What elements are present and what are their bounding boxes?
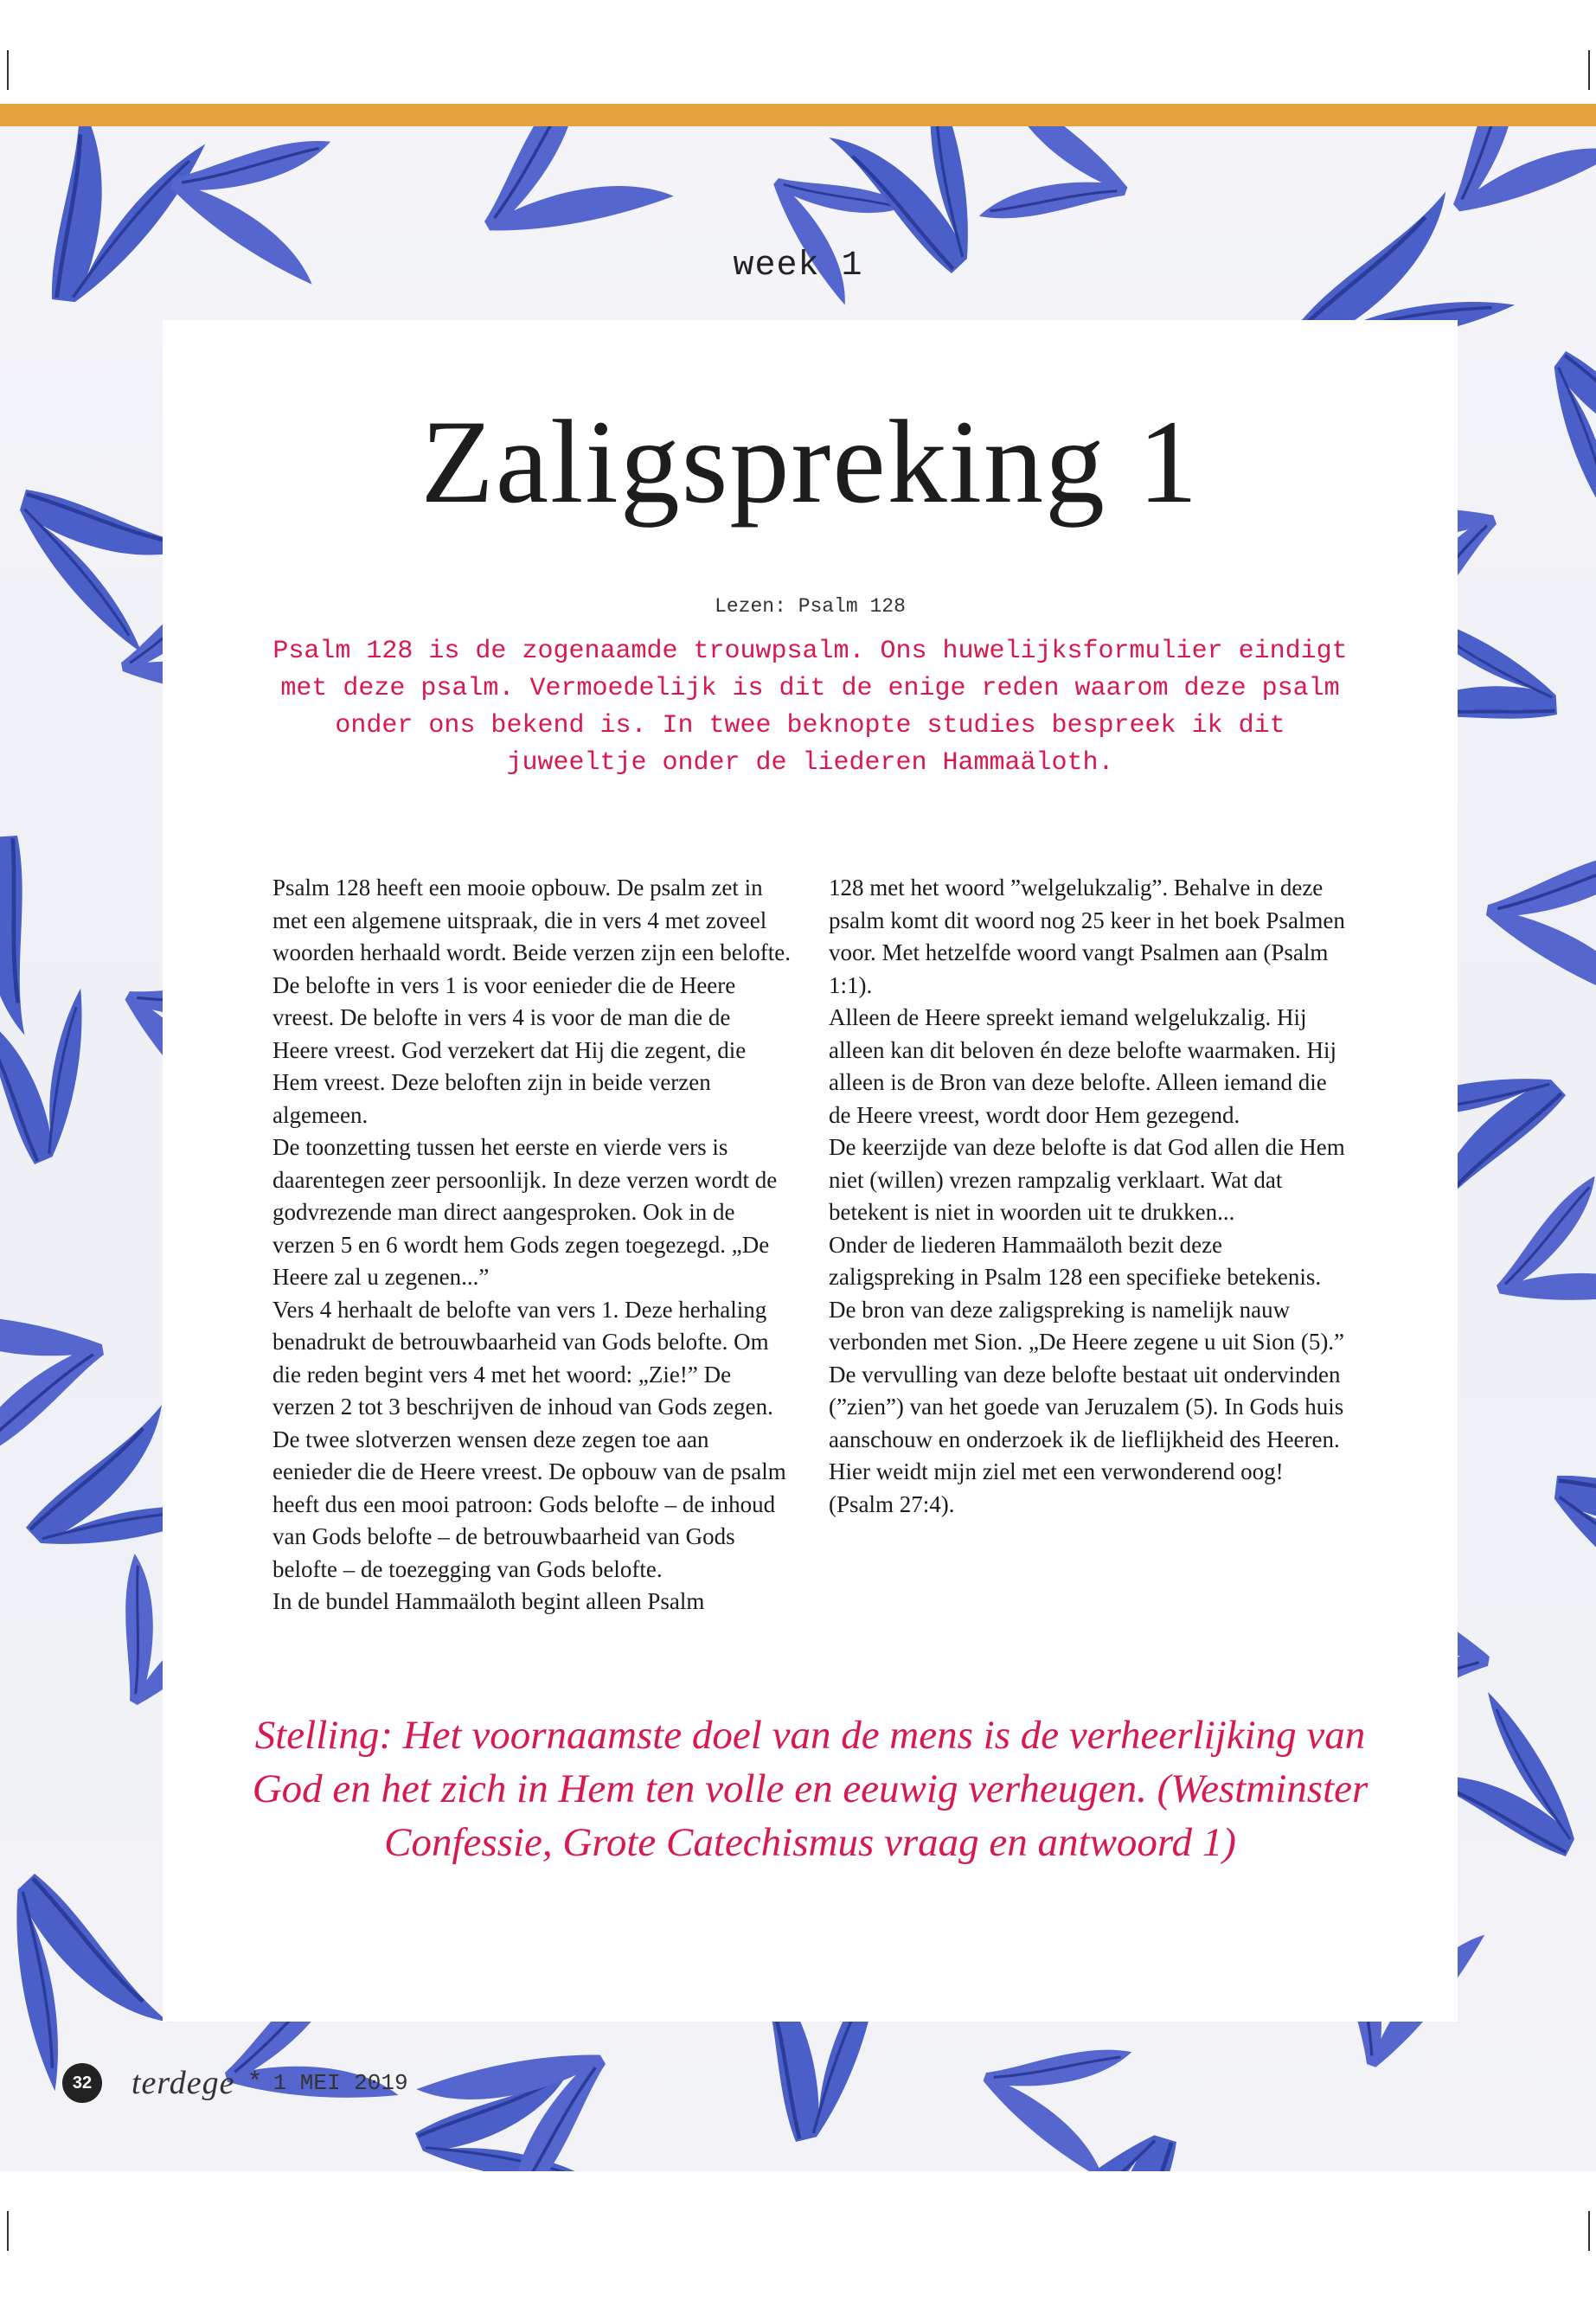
intro-text: Psalm 128 is de zogenaamde trouwpsalm. Ons huwelijksformulier eindigt met deze psalm. Vermoedelijk is dit de enige reden waarom deze psalm onder ons bekend is. In twee beknopte studies bespreek ik dit juweeltje onder de liederen Hammaäloth. [272, 637, 1348, 778]
paragraph: 128 met het woord ”welgelukzalig”. Behalve in deze psalm komt dit woord nog 25 keer in het boek Psalmen voor. Met hetzelfde woord vangt Psalmen aan (Psalm 1:1). [829, 875, 1345, 998]
article-card [163, 320, 1458, 2022]
paragraph: In de bundel Hammaäloth begint alleen Psalm [272, 1588, 705, 1614]
statement-quote: Stelling: Het voornaamste doel van de mens is de verheerlijking van God en het zich in Hem ten volle en eeuwig verheugen. (Westminster Confessie, Grote Catechismus vraag en antwoord 1) [252, 1713, 1368, 1865]
paragraph: De toonzetting tussen het eerste en vierde vers is daarentegen zeer persoonlijk. In deze verzen wordt de godvrezende man direct aangesproken. Ook in de verzen 5 en 6 wordt hem Gods zegen toegezegd. „De Heere zal u zegenen...” [272, 1134, 778, 1290]
crop-mark [7, 50, 9, 90]
body-column-1 [272, 872, 792, 1618]
page-footer [62, 2061, 408, 2105]
page-number: 32 [62, 2063, 102, 2103]
issue-date: 1 MEI 2019 [272, 2070, 408, 2096]
week-label: week 1 [733, 247, 863, 285]
paragraph: De keerzijde van deze belofte is dat God allen die Hem niet (willen) vrezen rampzalig verklaart. Wat dat betekent is niet in woorden uit te drukken... [829, 1134, 1345, 1225]
page-title: Zaligspreking 1 [420, 395, 1200, 528]
body-column-2 [829, 872, 1348, 1521]
star-icon: * [247, 2068, 263, 2098]
reading-reference: Lezen: Psalm 128 [715, 595, 906, 618]
magazine-logo: terdege [131, 2065, 235, 2101]
paragraph: Onder de liederen Hammaäloth bezit deze zaligspreking in Psalm 128 een specifieke betekenis. De bron van deze zaligspreking is namelijk nauw verbonden met Sion. „De Heere zegene u uit Sion (5).” De vervulling van deze belofte bestaat uit ondervinden (”zien”) van het goede van Jeruzalem (5). In Gods huis aanschouw en onderzoek ik de lieflijkheid des Heeren. Hier weidt mijn ziel met een verwonderend oog! (Psalm 27:4). [829, 1231, 1345, 1517]
crop-mark [7, 2211, 9, 2251]
paragraph: Vers 4 herhaalt de belofte van vers 1. Deze herhaling benadrukt de betrouwbaarheid van Gods belofte. Om die reden begint vers 4 met het woord: „Zie!” De verzen 2 tot 3 beschrijven de inhoud van Gods zegen. De twee slotverzen wensen deze zegen toe aan eenieder die de Heere vreest. De opbouw van de psalm heeft dus een mooi patroon: Gods belofte – de inhoud van Gods belofte – de betrouwbaarheid van Gods belofte – de toezegging van Gods belofte. [272, 1296, 786, 1582]
crop-mark [1588, 50, 1590, 90]
crop-mark [1588, 2211, 1590, 2251]
paragraph: Alleen de Heere spreekt iemand welgelukzalig. Hij alleen kan dit beloven én deze belofte waarmaken. Hij alleen is de Bron van deze belofte. Alleen iemand die de Heere vreest, wordt door Hem gezegend. [829, 1004, 1336, 1128]
paragraph: Psalm 128 heeft een mooie opbouw. De psalm zet in met een algemene uitspraak, die in vers 4 met zoveel woorden herhaald wordt. Beide verzen zijn een belofte. De belofte in vers 1 is voor eenieder die de Heere vreest. De belofte in vers 4 is voor de man die de Heere vreest. God verzekert dat Hij die zegent, die Hem vreest. Deze beloften zijn in beide verzen algemeen. [272, 875, 791, 1128]
accent-bar [0, 104, 1596, 126]
